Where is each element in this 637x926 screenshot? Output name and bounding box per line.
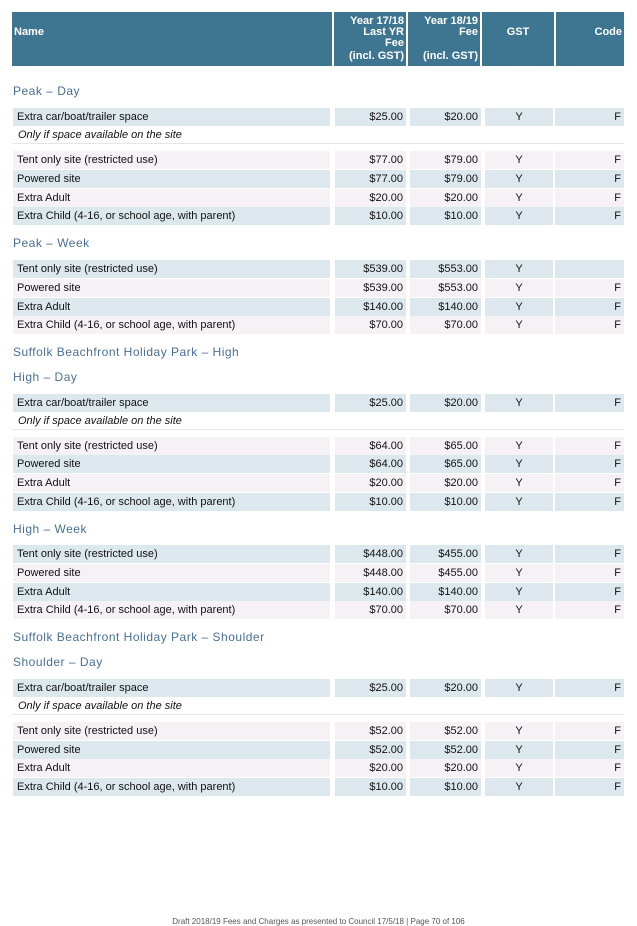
table-row: Tent only site (restricted use) $77.00 $79.00 Y F: [13, 151, 624, 169]
section-title: Suffolk Beachfront Holiday Park – Shoulder: [13, 630, 265, 644]
table-row: Tent only site (restricted use) $64.00 $65.00 Y F: [13, 437, 624, 455]
section-title: High – Day: [13, 370, 78, 384]
table-row: Extra Child (4-16, or school age, with parent) $10.00 $10.00 Y F: [13, 493, 624, 511]
header-last-year-fee: Year 17/18 Last YR Fee (incl. GST): [332, 12, 406, 66]
page-footer: Draft 2018/19 Fees and Charges as presented to Council 17/5/18 | Page 70 of 106: [172, 917, 465, 926]
table-row: Powered site $52.00 $52.00 Y F: [13, 741, 624, 759]
header-code: Code: [554, 12, 624, 66]
table-row: Powered site $77.00 $79.00 Y F: [13, 170, 624, 188]
table-row: Tent only site (restricted use) $539.00 $553.00 Y: [13, 260, 624, 278]
header-fee: Year 18/19 Fee (incl. GST): [406, 12, 480, 66]
header-gst: GST: [480, 12, 554, 66]
table-row: Tent only site (restricted use) $448.00 $455.00 Y F: [13, 545, 624, 563]
table-row: Tent only site (restricted use) $52.00 $52.00 Y F: [13, 722, 624, 740]
table-row: Powered site $448.00 $455.00 Y F: [13, 564, 624, 582]
table-row: Extra Adult $20.00 $20.00 Y F: [13, 474, 624, 492]
table-row: Extra Child (4-16, or school age, with parent) $10.00 $10.00 Y F: [13, 778, 624, 796]
availability-note: Only if space available on the site: [13, 412, 624, 430]
availability-note: Only if space available on the site: [13, 697, 624, 715]
table-row: Extra car/boat/trailer space $25.00 $20.00 Y F: [13, 679, 624, 697]
table-row: Extra Adult $20.00 $20.00 Y F: [13, 189, 624, 207]
section-title: Suffolk Beachfront Holiday Park – High: [13, 345, 240, 359]
section-title: Shoulder – Day: [13, 655, 103, 669]
table-row: Extra Adult $20.00 $20.00 Y F: [13, 759, 624, 777]
section-title: Peak – Day: [13, 84, 81, 98]
table-row: Extra Child (4-16, or school age, with parent) $70.00 $70.00 Y F: [13, 601, 624, 619]
availability-note: Only if space available on the site: [13, 126, 624, 144]
header-name: Name: [14, 26, 44, 38]
table-row: Extra car/boat/trailer space $25.00 $20.00 Y F: [13, 108, 624, 126]
section-title: High – Week: [13, 522, 87, 536]
table-row: Extra car/boat/trailer space $25.00 $20.00 Y F: [13, 394, 624, 412]
table-row: Extra Child (4-16, or school age, with parent) $70.00 $70.00 Y F: [13, 316, 624, 334]
section-title: Peak – Week: [13, 236, 90, 250]
table-header: [12, 12, 624, 66]
table-row: Extra Adult $140.00 $140.00 Y F: [13, 298, 624, 316]
table-row: Powered site $64.00 $65.00 Y F: [13, 455, 624, 473]
table-row: Extra Child (4-16, or school age, with parent) $10.00 $10.00 Y F: [13, 207, 624, 225]
table-row: Powered site $539.00 $553.00 Y F: [13, 279, 624, 297]
table-row: Extra Adult $140.00 $140.00 Y F: [13, 583, 624, 601]
